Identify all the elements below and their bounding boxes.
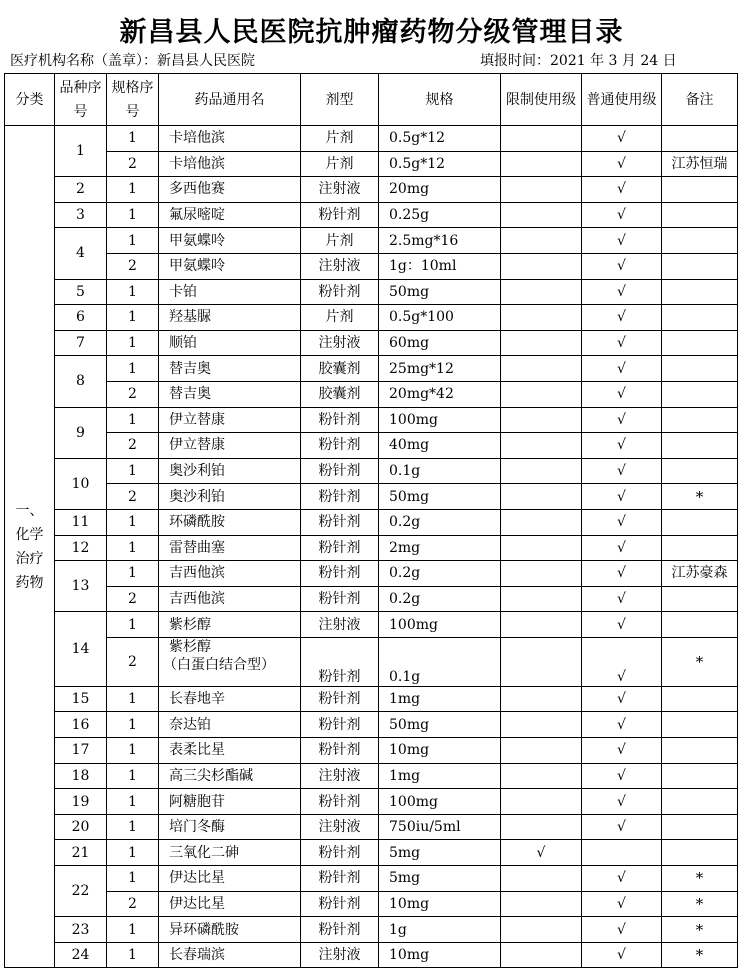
restricted-cell [501,228,582,254]
drug-name-line-2: （白蛋白结合型） [163,656,275,673]
spec-cell: 1g：10ml [379,253,501,279]
variety-no-cell: 10 [55,458,107,509]
drug-catalog-table [4,73,738,968]
table-row [5,305,738,331]
remark-cell [662,279,738,305]
header-category: 分类 [5,74,55,126]
dosage-form-cell: 粉针剂 [301,866,379,892]
header-remark: 备注 [662,74,738,126]
dosage-form-cell: 粉针剂 [301,738,379,764]
table-row [5,509,738,535]
restricted-cell [501,177,582,203]
table-row [5,561,738,587]
table-row [5,356,738,382]
spec-no-cell: 1 [107,330,159,356]
remark-cell [662,356,738,382]
remark-cell [662,612,738,638]
drug-name-cell: 吉西他滨 [159,561,301,587]
normal-cell: √ [582,253,662,279]
restricted-cell [501,253,582,279]
category-cell: 一、化学治疗药物 [5,126,55,968]
normal-cell: √ [582,433,662,459]
normal-cell: √ [582,814,662,840]
normal-cell: √ [582,177,662,203]
spec-no-cell: 1 [107,561,159,587]
normal-cell: √ [582,458,662,484]
table-row [5,126,738,152]
header-variety-no: 品种序号 [55,74,107,126]
spec-no-cell: 2 [107,151,159,177]
normal-cell: √ [582,381,662,407]
remark-cell [662,381,738,407]
table-row [5,814,738,840]
remark-cell [662,177,738,203]
restricted-cell [501,356,582,382]
spec-cell: 750iu/5ml [379,814,501,840]
remark-cell [662,840,738,866]
table-row [5,586,738,612]
dosage-form-cell: 注射液 [301,253,379,279]
spec-cell: 0.2g [379,586,501,612]
normal-cell: √ [582,866,662,892]
restricted-cell [501,458,582,484]
remark-cell: * [662,637,738,686]
drug-name-cell: 甲氨蝶呤 [159,228,301,254]
normal-cell: √ [582,763,662,789]
restricted-cell [501,763,582,789]
dosage-form-cell: 片剂 [301,151,379,177]
spec-no-cell: 1 [107,763,159,789]
spec-cell: 5mg [379,840,501,866]
normal-cell: √ [582,789,662,815]
normal-cell: √ [582,126,662,152]
variety-no-cell: 1 [55,126,107,177]
remark-cell [662,228,738,254]
spec-cell: 40mg [379,433,501,459]
spec-cell: 50mg [379,279,501,305]
variety-no-cell: 15 [55,686,107,712]
table-row [5,279,738,305]
remark-cell [662,586,738,612]
remark-cell [662,738,738,764]
dosage-form-cell: 粉针剂 [301,535,379,561]
spec-cell: 0.25g [379,202,501,228]
dosage-form-cell: 注射液 [301,763,379,789]
normal-cell: √ [582,202,662,228]
spec-cell: 100mg [379,789,501,815]
drug-name-cell: 阿糖胞苷 [159,789,301,815]
normal-cell: √ [582,586,662,612]
table-body [5,126,738,968]
table-row [5,917,738,943]
drug-name-cell: 甲氨蝶呤 [159,253,301,279]
remark-cell [662,814,738,840]
spec-cell: 0.5g*100 [379,305,501,331]
variety-no-cell: 21 [55,840,107,866]
drug-name-cell: 三氧化二砷 [159,840,301,866]
variety-no-cell: 11 [55,509,107,535]
variety-no-cell: 6 [55,305,107,331]
restricted-cell [501,942,582,968]
dosage-form-cell: 胶囊剂 [301,356,379,382]
remark-cell [662,509,738,535]
dosage-form-cell: 片剂 [301,305,379,331]
spec-cell: 0.5g*12 [379,151,501,177]
restricted-cell [501,586,582,612]
spec-no-cell: 1 [107,612,159,638]
drug-name-cell: 培门冬酶 [159,814,301,840]
restricted-cell [501,433,582,459]
spec-no-cell: 2 [107,253,159,279]
spec-cell: 20mg*42 [379,381,501,407]
restricted-cell [501,738,582,764]
dosage-form-cell: 注射液 [301,942,379,968]
report-date: 填报时间：2021 年 3 月 24 日 [480,53,677,69]
remark-cell [662,202,738,228]
variety-no-cell: 19 [55,789,107,815]
spec-no-cell: 1 [107,917,159,943]
spec-cell: 1g [379,917,501,943]
table-row [5,738,738,764]
dosage-form-cell: 粉针剂 [301,686,379,712]
spec-no-cell: 1 [107,177,159,203]
spec-no-cell: 1 [107,228,159,254]
drug-name-cell: 异环磷酰胺 [159,917,301,943]
table-row [5,686,738,712]
restricted-cell [501,381,582,407]
variety-no-cell: 9 [55,407,107,458]
variety-no-cell: 16 [55,712,107,738]
normal-cell: √ [582,407,662,433]
normal-cell: √ [582,712,662,738]
normal-cell: √ [582,686,662,712]
spec-no-cell: 1 [107,686,159,712]
drug-name-cell: 表柔比星 [159,738,301,764]
variety-no-cell: 5 [55,279,107,305]
restricted-cell [501,637,582,686]
normal-cell: √ [582,917,662,943]
drug-name-cell: 吉西他滨 [159,586,301,612]
variety-no-cell: 12 [55,535,107,561]
dosage-form-cell: 粉针剂 [301,202,379,228]
table-row [5,177,738,203]
normal-cell: √ [582,891,662,917]
spec-cell: 100mg [379,612,501,638]
spec-no-cell: 1 [107,866,159,892]
drug-name-cell: 羟基脲 [159,305,301,331]
spec-cell: 60mg [379,330,501,356]
spec-cell: 0.2g [379,509,501,535]
table-header-row [5,74,738,126]
drug-name-cell: 替吉奥 [159,381,301,407]
dosage-form-cell: 粉针剂 [301,433,379,459]
dosage-form-cell: 粉针剂 [301,407,379,433]
remark-cell [662,458,738,484]
spec-cell: 100mg [379,407,501,433]
remark-cell: * [662,484,738,510]
restricted-cell [501,686,582,712]
dosage-form-cell: 粉针剂 [301,561,379,587]
restricted-cell [501,535,582,561]
drug-name-line-1: 紫杉醇 [169,638,211,655]
normal-cell: √ [582,330,662,356]
dosage-form-cell: 粉针剂 [301,891,379,917]
spec-no-cell: 1 [107,126,159,152]
table-row [5,612,738,638]
remark-cell [662,253,738,279]
spec-cell: 1mg [379,763,501,789]
spec-cell: 2mg [379,535,501,561]
spec-cell: 10mg [379,738,501,764]
spec-no-cell: 1 [107,279,159,305]
remark-cell [662,686,738,712]
normal-cell: √ [582,535,662,561]
variety-no-cell: 13 [55,561,107,612]
remark-cell: 江苏恒瑞 [662,151,738,177]
normal-cell: √ [582,637,662,686]
header-spec-no: 规格序号 [107,74,159,126]
dosage-form-cell: 注射液 [301,814,379,840]
document-title: 新昌县人民医院抗肿瘤药物分级管理目录 [119,17,624,48]
restricted-cell [501,126,582,152]
spec-cell: 0.2g [379,561,501,587]
variety-no-cell: 23 [55,917,107,943]
drug-name-cell: 多西他赛 [159,177,301,203]
spec-no-cell: 1 [107,202,159,228]
restricted-cell [501,712,582,738]
spec-no-cell: 2 [107,433,159,459]
table-row [5,407,738,433]
header-normal: 普通使用级 [582,74,662,126]
header-dosage-form: 剂型 [301,74,379,126]
header-restricted: 限制使用级 [501,74,582,126]
normal-cell: √ [582,151,662,177]
spec-cell: 20mg [379,177,501,203]
variety-no-cell: 17 [55,738,107,764]
drug-name-cell: 氟尿嘧啶 [159,202,301,228]
drug-name-cell: 伊立替康 [159,433,301,459]
table-row [5,712,738,738]
variety-no-cell: 22 [55,866,107,917]
remark-cell [662,305,738,331]
restricted-cell [501,279,582,305]
drug-name-cell: 卡铂 [159,279,301,305]
spec-no-cell: 1 [107,356,159,382]
dosage-form-cell: 粉针剂 [301,917,379,943]
drug-name-cell: 顺铂 [159,330,301,356]
remark-cell [662,789,738,815]
drug-name-cell: 奥沙利铂 [159,484,301,510]
spec-no-cell: 1 [107,305,159,331]
dosage-form-cell: 粉针剂 [301,279,379,305]
dosage-form-cell: 片剂 [301,126,379,152]
normal-cell: √ [582,509,662,535]
variety-no-cell: 2 [55,177,107,203]
spec-no-cell: 2 [107,484,159,510]
normal-cell: √ [582,356,662,382]
remark-cell [662,433,738,459]
table-row [5,866,738,892]
dosage-form-cell: 粉针剂 [301,789,379,815]
table-row [5,484,738,510]
table-row [5,535,738,561]
dosage-form-cell: 片剂 [301,228,379,254]
spec-cell: 0.1g [379,637,501,686]
drug-name-cell: 卡培他滨 [159,126,301,152]
restricted-cell [501,509,582,535]
remark-cell [662,763,738,789]
remark-cell [662,126,738,152]
variety-no-cell: 14 [55,612,107,687]
spec-no-cell: 1 [107,458,159,484]
dosage-form-cell: 粉针剂 [301,484,379,510]
normal-cell: √ [582,942,662,968]
spec-no-cell: 1 [107,509,159,535]
variety-no-cell: 7 [55,330,107,356]
table-row [5,763,738,789]
variety-no-cell: 4 [55,228,107,279]
spec-no-cell: 1 [107,814,159,840]
restricted-cell [501,814,582,840]
normal-cell: √ [582,612,662,638]
drug-name-cell: 雷替曲塞 [159,535,301,561]
restricted-cell [501,612,582,638]
spec-no-cell: 1 [107,942,159,968]
spec-cell: 10mg [379,891,501,917]
remark-cell: * [662,866,738,892]
spec-no-cell: 2 [107,586,159,612]
normal-cell: √ [582,738,662,764]
remark-cell [662,330,738,356]
spec-no-cell: 2 [107,381,159,407]
drug-name-cell: 长春瑞滨 [159,942,301,968]
drug-name-cell: 高三尖杉酯碱 [159,763,301,789]
spec-no-cell: 1 [107,840,159,866]
drug-name-cell: 伊达比星 [159,866,301,892]
drug-name-cell: 伊达比星 [159,891,301,917]
restricted-cell [501,202,582,228]
table-row [5,789,738,815]
drug-name-cell: 替吉奥 [159,356,301,382]
dosage-form-cell: 注射液 [301,177,379,203]
remark-cell [662,712,738,738]
header-drug-name: 药品通用名 [159,74,301,126]
spec-cell: 25mg*12 [379,356,501,382]
table-row [5,840,738,866]
normal-cell [582,840,662,866]
variety-no-cell: 3 [55,202,107,228]
restricted-cell: √ [501,840,582,866]
normal-cell: √ [582,279,662,305]
restricted-cell [501,917,582,943]
drug-name-cell: 奈达铂 [159,712,301,738]
dosage-form-cell: 粉针剂 [301,840,379,866]
restricted-cell [501,891,582,917]
dosage-form-cell: 粉针剂 [301,458,379,484]
table-row [5,381,738,407]
table-row [5,458,738,484]
remark-cell [662,535,738,561]
restricted-cell [501,407,582,433]
dosage-form-cell: 粉针剂 [301,586,379,612]
normal-cell: √ [582,305,662,331]
drug-name-cell [159,637,301,686]
table-row [5,891,738,917]
variety-no-cell: 18 [55,763,107,789]
restricted-cell [501,561,582,587]
spec-cell: 5mg [379,866,501,892]
org-label: 医疗机构名称（盖章）：新昌县人民医院 [10,53,255,69]
header-spec: 规格 [379,74,501,126]
drug-name-cell: 伊立替康 [159,407,301,433]
spec-cell: 50mg [379,712,501,738]
table-row [5,253,738,279]
table-row [5,202,738,228]
restricted-cell [501,305,582,331]
spec-no-cell: 1 [107,535,159,561]
remark-cell: * [662,917,738,943]
remark-cell [662,407,738,433]
table-row [5,433,738,459]
spec-cell: 10mg [379,942,501,968]
dosage-form-cell: 注射液 [301,330,379,356]
normal-cell: √ [582,484,662,510]
dosage-form-cell: 粉针剂 [301,509,379,535]
spec-no-cell: 2 [107,637,159,686]
restricted-cell [501,151,582,177]
dosage-form-cell: 胶囊剂 [301,381,379,407]
normal-cell: √ [582,561,662,587]
restricted-cell [501,484,582,510]
table-row [5,151,738,177]
drug-name-cell: 长春地辛 [159,686,301,712]
restricted-cell [501,866,582,892]
table-row [5,228,738,254]
dosage-form-cell: 注射液 [301,612,379,638]
spec-no-cell: 2 [107,891,159,917]
dosage-form-cell: 粉针剂 [301,637,379,686]
variety-no-cell: 20 [55,814,107,840]
remark-cell: 江苏豪森 [662,561,738,587]
restricted-cell [501,330,582,356]
drug-name-cell: 紫杉醇 [159,612,301,638]
spec-cell: 0.5g*12 [379,126,501,152]
remark-cell: * [662,942,738,968]
spec-cell: 0.1g [379,458,501,484]
spec-no-cell: 1 [107,712,159,738]
spec-no-cell: 1 [107,738,159,764]
table-row [5,942,738,968]
spec-cell: 50mg [379,484,501,510]
spec-no-cell: 1 [107,789,159,815]
spec-cell: 1mg [379,686,501,712]
drug-name-cell: 奥沙利铂 [159,458,301,484]
remark-cell: * [662,891,738,917]
spec-no-cell: 1 [107,407,159,433]
restricted-cell [501,789,582,815]
dosage-form-cell: 粉针剂 [301,712,379,738]
table-row [5,330,738,356]
drug-name-cell: 环磷酰胺 [159,509,301,535]
table-row [5,637,738,686]
spec-cell: 2.5mg*16 [379,228,501,254]
drug-name-cell: 卡培他滨 [159,151,301,177]
normal-cell: √ [582,228,662,254]
variety-no-cell: 8 [55,356,107,407]
variety-no-cell: 24 [55,942,107,968]
